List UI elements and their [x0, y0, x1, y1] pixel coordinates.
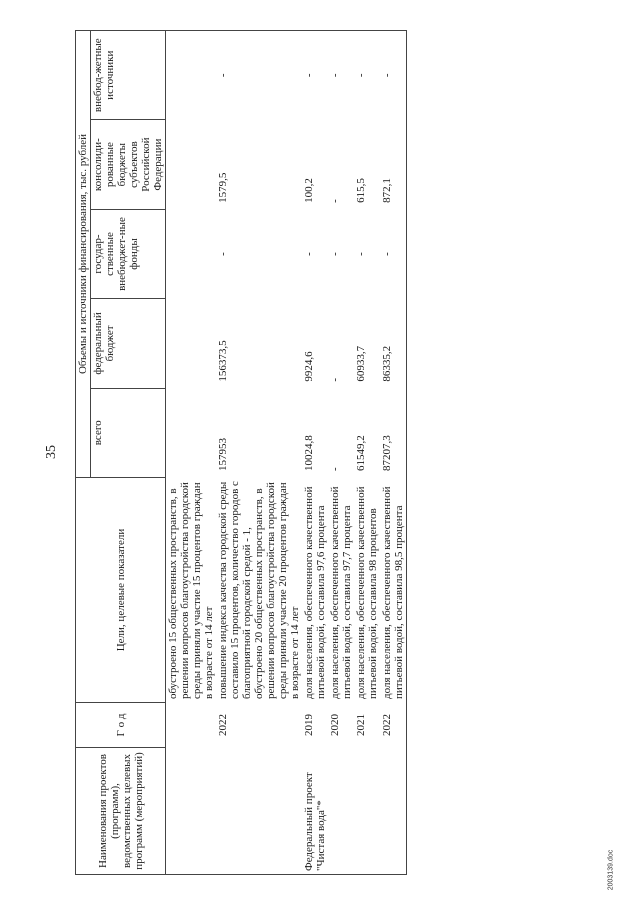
row-state-funds: - — [329, 252, 341, 256]
row-year: 2021 — [355, 714, 367, 736]
row-total: - — [329, 467, 341, 471]
funding-table — [75, 30, 407, 875]
row-total: 61549,2 — [355, 435, 367, 471]
row-consolidated: 100,2 — [303, 178, 315, 203]
row-total: 157953 — [217, 438, 229, 471]
row-state-funds — [166, 209, 217, 298]
header-total: всего — [91, 388, 166, 477]
row-extrabudget: - — [328, 31, 354, 120]
row-consolidated: 1579,5 — [217, 172, 229, 203]
table-row — [166, 31, 217, 875]
table-row — [328, 31, 354, 875]
header-consolidated: консолиди-рованные бюджеты субъектов Российской Федерации — [91, 120, 166, 209]
row-state-funds: - — [380, 209, 407, 298]
row-year: 2019 — [303, 714, 315, 736]
row-federal: 156373,5 — [217, 340, 229, 382]
row-extrabudget: - — [216, 31, 302, 120]
row-name — [380, 748, 407, 875]
row-state-funds: - — [303, 252, 315, 256]
row-extrabudget: - — [380, 31, 407, 120]
row-name — [354, 748, 380, 875]
row-year: 2022 — [217, 714, 229, 736]
row-consolidated — [166, 120, 217, 209]
row-federal: - — [329, 377, 341, 382]
row-federal: 9924,6 — [303, 351, 315, 382]
page-number: 35 — [44, 445, 59, 459]
row-year: 2020 — [329, 714, 341, 736]
row-name — [166, 748, 217, 875]
row-total: 87207,3 — [380, 388, 407, 477]
table-row — [354, 31, 380, 875]
row-state-funds: - — [355, 252, 367, 256]
row-name — [216, 748, 302, 875]
table-row — [302, 31, 328, 875]
row-extrabudget: - — [354, 31, 380, 120]
row-goal: доля населения, обеспеченного качественной питьевой водой, составила 97,7 процента — [329, 486, 353, 699]
header-state-funds: государ-ственные внебюджет-ные фонды — [91, 209, 166, 298]
table-body — [166, 31, 407, 875]
row-name — [328, 748, 354, 875]
row-goal: доля населения, обеспеченного качественной питьевой водой, составила 97,6 процента — [303, 486, 327, 699]
row-federal: 86335,2 — [380, 299, 407, 388]
row-federal: 60933,7 — [355, 345, 367, 382]
row-year — [166, 703, 217, 748]
row-goal: доля населения, обеспеченного качественной питьевой водой, составила 98,5 процента — [380, 478, 407, 703]
row-total — [166, 388, 217, 477]
row-state-funds: - — [217, 252, 229, 256]
row-consolidated: 615,5 — [355, 178, 367, 203]
row-goal: обустроено 15 общественных пространств, в решении вопросов благоустройства городской среды приняли участие 15 процентов граждан в возрасте от 14 лет — [167, 482, 215, 699]
header-funding-group: Объемы и источники финансирования, тыс. рублей — [76, 31, 91, 478]
header-federal: федеральный бюджет — [91, 299, 166, 388]
row-year: 2022 — [380, 703, 407, 748]
row-federal — [166, 299, 217, 388]
row-goal: доля населения, обеспеченного качественной питьевой водой, составила 98 процентов — [355, 486, 379, 699]
row-extrabudget: - — [302, 31, 328, 120]
row-consolidated: 872,1 — [380, 120, 407, 209]
row-name: Федеральный проект "Чистая вода"* — [302, 748, 328, 875]
header-name: Наименования проектов (программ), ведомственных целевых программ (мероприятий) — [76, 748, 166, 875]
table-row — [380, 31, 407, 875]
row-extrabudget — [166, 31, 217, 120]
row-goal: повышение индекса качества городской среды составило 15 процентов, количество городов с благоприятной городской средой - 1, обустроено 20 общественных пространств, в решении вопросов благоустройства городской среды приняли участие 20 процентов граждан в возрасте от 14 лет — [217, 481, 301, 699]
row-total: 10024,8 — [303, 435, 315, 471]
header-extrabudget: внебюд-жетные источники — [91, 31, 166, 120]
funding-table-container — [75, 30, 595, 875]
document-code: 2003139.doc — [607, 849, 615, 891]
row-consolidated: - — [329, 199, 341, 203]
header-year: Г о д — [76, 703, 166, 748]
header-goals: Цели, целевые показатели — [76, 478, 166, 703]
table-row — [216, 31, 302, 875]
